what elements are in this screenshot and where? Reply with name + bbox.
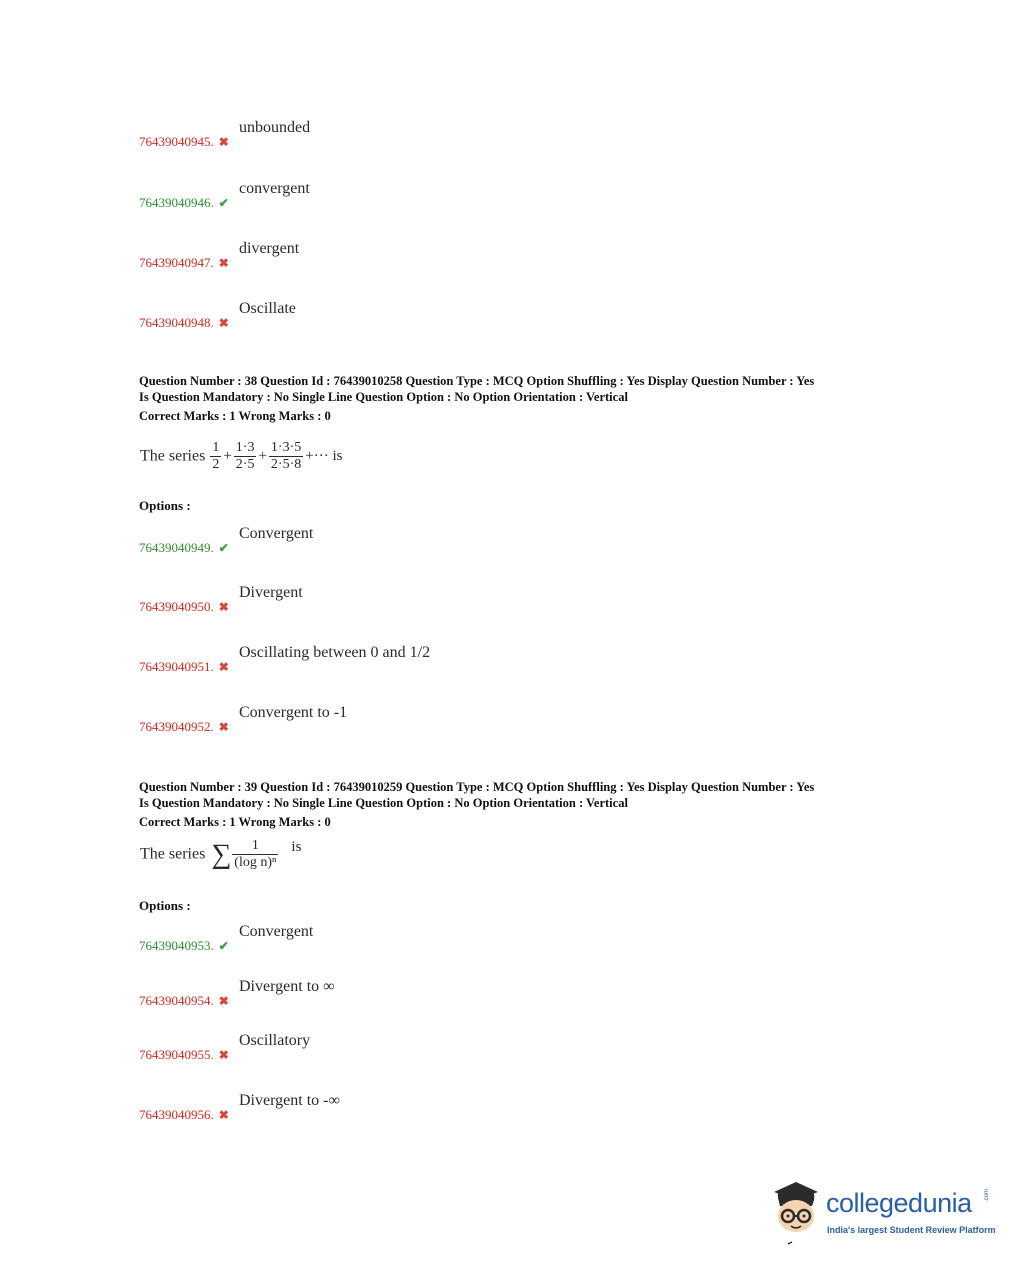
series-tail: is	[291, 839, 302, 855]
option-id: 76439040951. ✖	[139, 659, 229, 674]
check-icon: ✔	[218, 541, 229, 555]
option-row	[139, 525, 839, 565]
option-row	[139, 180, 839, 220]
series-tail: +··· is	[305, 448, 343, 464]
wrong-icon: ✖	[218, 600, 229, 614]
question-prefix: The series	[140, 845, 206, 863]
question-marks: Correct Marks : 1 Wrong Marks : 0	[139, 815, 331, 829]
option-text: unbounded	[239, 119, 311, 136]
option-id: 76439040954. ✖	[139, 993, 229, 1008]
logo-com: .com	[984, 1188, 990, 1202]
check-icon: ✔	[218, 196, 229, 210]
option-id: 76439040952. ✖	[139, 719, 229, 734]
option-text: Divergent	[239, 584, 303, 601]
wrong-icon: ✖	[218, 1048, 229, 1062]
option-id: 76439040953. ✔	[139, 938, 229, 953]
question-header	[139, 373, 909, 424]
option-text: convergent	[239, 180, 310, 197]
question-meta-line1: Question Number : 39 Question Id : 76439010259 Question Type : MCQ Option Shuffling : Yes Display Question Number : Yes	[139, 780, 815, 794]
option-text: Divergent to -∞	[239, 1092, 340, 1109]
question-text: The series $\frac{1}{2}$ + $\frac{1\cdot 3}{2\cdot 5}$ + $\frac{1\cdot 3\cdot 5}{2\cdot 5\cdot 8}$ +··· is	[140, 440, 343, 472]
option-row	[139, 584, 839, 624]
option-row	[139, 923, 839, 963]
option-id: 76439040947. ✖	[139, 255, 229, 270]
option-id: 76439040955. ✖	[139, 1047, 229, 1062]
option-id: 76439040948. ✖	[139, 315, 229, 330]
option-row	[139, 1032, 839, 1072]
sigma-symbol: ∑	[211, 838, 232, 870]
question-header	[139, 779, 909, 830]
fraction: $\frac{1}{2}$	[212, 440, 220, 472]
option-text: Convergent	[239, 923, 314, 940]
option-row	[139, 119, 839, 159]
option-text: Divergent to ∞	[239, 978, 335, 995]
wrong-icon: ✖	[218, 720, 229, 734]
question-meta-line2: Is Question Mandatory : No Single Line Question Option : No Option Orientation : Vertical	[139, 390, 628, 404]
option-text: Oscillatory	[239, 1032, 311, 1049]
option-id: 76439040949. ✔	[139, 540, 229, 555]
wrong-icon: ✖	[218, 256, 229, 270]
option-id: 76439040950. ✖	[139, 599, 229, 614]
option-row	[139, 300, 839, 340]
fraction: $\frac{1\cdot 3}{2\cdot 5}$	[235, 440, 255, 472]
option-row	[139, 644, 839, 684]
options-label: Options :	[139, 898, 191, 913]
option-text: Oscillating between 0 and 1/2	[239, 644, 431, 661]
question-meta-line2: Is Question Mandatory : No Single Line Question Option : No Option Orientation : Vertical	[139, 796, 628, 810]
option-row	[139, 1092, 839, 1132]
question-meta-line1: Question Number : 38 Question Id : 76439010258 Question Type : MCQ Option Shuffling : Yes Display Question Number : Yes	[139, 374, 815, 388]
options-label: Options :	[139, 498, 191, 513]
option-id: 76439040946. ✔	[139, 195, 229, 210]
logo-brand: collegedunia	[826, 1188, 972, 1218]
fraction: $\frac{1\cdot 3\cdot 5}{2\cdot 5\cdot 8}$	[270, 440, 302, 472]
logo-tagline: India's largest Student Review Platform	[827, 1225, 996, 1235]
option-id: 76439040956. ✖	[139, 1107, 229, 1122]
option-row	[139, 240, 839, 280]
question-text	[140, 838, 302, 871]
option-row	[139, 704, 839, 744]
option-text: Convergent to -1	[239, 704, 348, 721]
option-text: divergent	[239, 240, 300, 257]
question-marks: Correct Marks : 1 Wrong Marks : 0	[139, 409, 331, 423]
wrong-icon: ✖	[218, 660, 229, 674]
question-prefix: The series	[140, 447, 206, 465]
option-row	[139, 978, 839, 1018]
check-icon: ✔	[218, 939, 229, 953]
option-id: 76439040945. ✖	[139, 134, 229, 149]
fraction: $\frac{1}{\text{(log n)ⁿ}}$	[234, 838, 277, 870]
wrong-icon: ✖	[218, 1108, 229, 1122]
wrong-icon: ✖	[218, 135, 229, 149]
collegedunia-logo	[766, 1176, 996, 1248]
mascot-icon	[766, 1176, 826, 1248]
wrong-icon: ✖	[218, 316, 229, 330]
option-text: Convergent	[239, 525, 314, 542]
option-text: Oscillate	[239, 300, 296, 317]
wrong-icon: ✖	[218, 994, 229, 1008]
